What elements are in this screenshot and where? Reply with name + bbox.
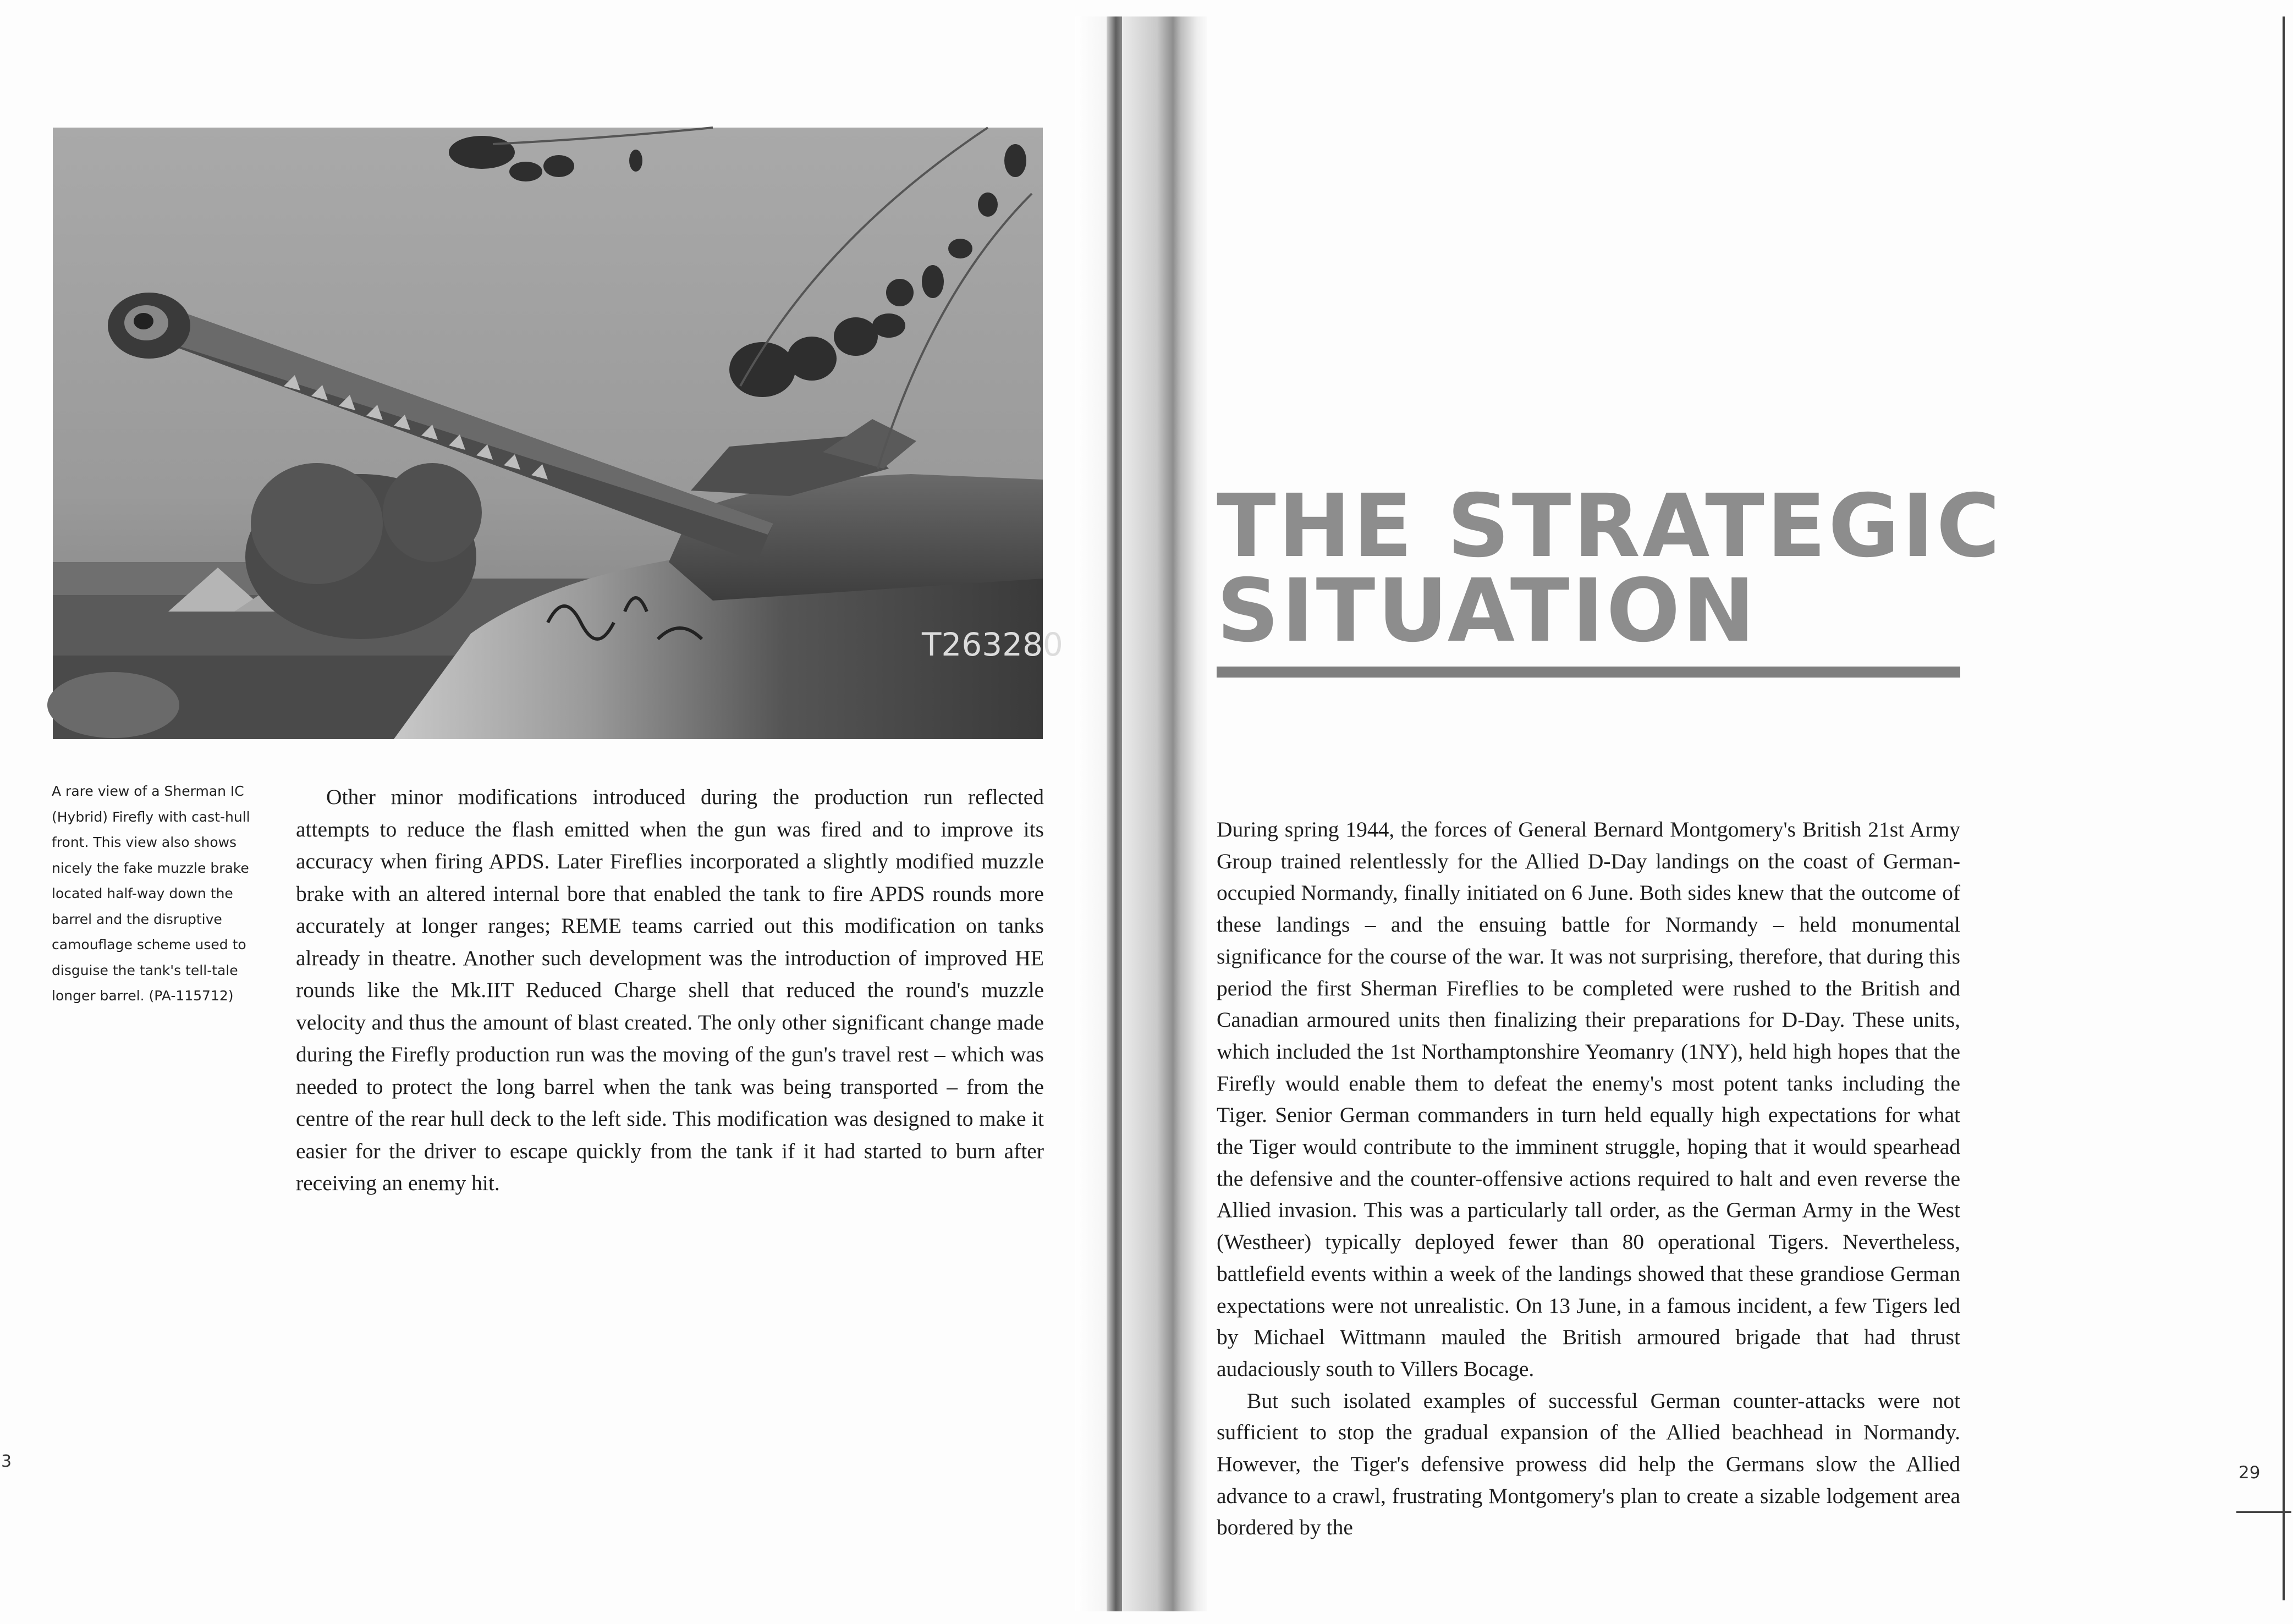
- left-page-number: 3: [1, 1452, 12, 1471]
- page-number-rule: [2236, 1511, 2291, 1513]
- heading-line: SITUATION: [1217, 560, 1757, 662]
- caption-line: disguise the tank's tell-tale: [52, 962, 238, 978]
- caption-line: longer barrel. (PA-115712): [52, 988, 234, 1004]
- gutter-shadow: [1107, 16, 1122, 1611]
- sherman-firefly-tank-photo: [53, 128, 1063, 739]
- page-edge: [2283, 16, 2285, 1600]
- page-gutter: [1075, 16, 1207, 1611]
- caption-line: located half-way down the: [52, 885, 233, 901]
- right-page-number: 29: [2239, 1463, 2261, 1483]
- chapter-heading: [1217, 476, 2042, 662]
- caption-line: camouflage scheme used to: [52, 937, 246, 953]
- caption-line: A rare view of a Sherman IC: [52, 783, 244, 799]
- heading-line: THE STRATEGIC: [1217, 476, 2003, 577]
- caption-line: barrel and the disruptive: [52, 911, 222, 927]
- body-paragraph: Other minor modifications introduced during the production run reflected attempts to reduce the flash emitted when the gun was fired and to improve its accuracy when firing APDS. Later Fireflies incorporated a slightly modified muzzle brake with an altered internal bore that enabled the tank to fire APDS rounds more accurately at longer ranges; REME teams carried out this modification on tanks already in theatre. Another such development was the introduction of improved HE rounds like the Mk.IIT Reduced Charge shell that reduced the round's muzzle velocity and thus the amount of blast created. The only other significant change made during the Firefly production run was the moving of the gun's travel rest – which was needed to protect the long barrel when the tank was being transported – from the centre of the rear hull deck to the left side. This modification was designed to make it easier for the driver to escape quickly from the tank if it had started to burn after receiving an enemy hit.: [296, 785, 1044, 1195]
- caption-line: (Hybrid) Firefly with cast-hull: [52, 808, 250, 825]
- caption-line: nicely the fake muzzle brake: [52, 860, 249, 876]
- hull-number-marking: T263280: [922, 626, 1063, 663]
- left-body-text: [296, 781, 1044, 1199]
- heading-rule: [1217, 667, 1960, 678]
- photo-caption: [52, 779, 272, 1009]
- right-body-text: [1217, 814, 1960, 1544]
- body-paragraph: But such isolated examples of successful German counter-attacks were not sufficient to stop the gradual expansion of the Allied beachhead in Normandy. However, the Tiger's defensive prowess did help the Germans slow the Allied advance to a crawl, frustrating Montgomery's plan to create a sizable lodgement area bordered by the: [1217, 1388, 1960, 1540]
- caption-line: front. This view also shows: [52, 834, 237, 850]
- body-paragraph: During spring 1944, the forces of General Bernard Montgomery's British 21st Army Group trained relentlessly for the Allied D-Day landings on the coast of German-occupied Normandy, finally initiated on 6 June. Both sides knew that the outcome of these landings – and the ensuing battle for Normandy – held monumental significance for the course of the war. It was not surprising, therefore, that during this period the first Sherman Fireflies to be completed were rushed to the British and Canadian armoured units then finalizing their preparations for D-Day. These units, which included the 1st Northamptonshire Yeomanry (1NY), held high hopes that the Firefly would enable them to defeat the enemy's most potent tanks including the Tiger. Senior German commanders in turn held equally high expectations for what the Tiger would contribute to the imminent struggle, hoping that it would spearhead the defensive and the counter-offensive actions required to halt and even reverse the Allied invasion. This was a particularly tall order, as the German Army in the West (Westheer) typically deployed fewer than 80 operational Tigers. Nevertheless, battlefield events within a week of the landings showed that these grandiose German expectations were not unrealistic. On 13 June, in a famous incident, a few Tigers led by Michael Wittmann mauled the British armoured brigade that had thrust audaciously south to Villers Bocage.: [1217, 817, 1960, 1381]
